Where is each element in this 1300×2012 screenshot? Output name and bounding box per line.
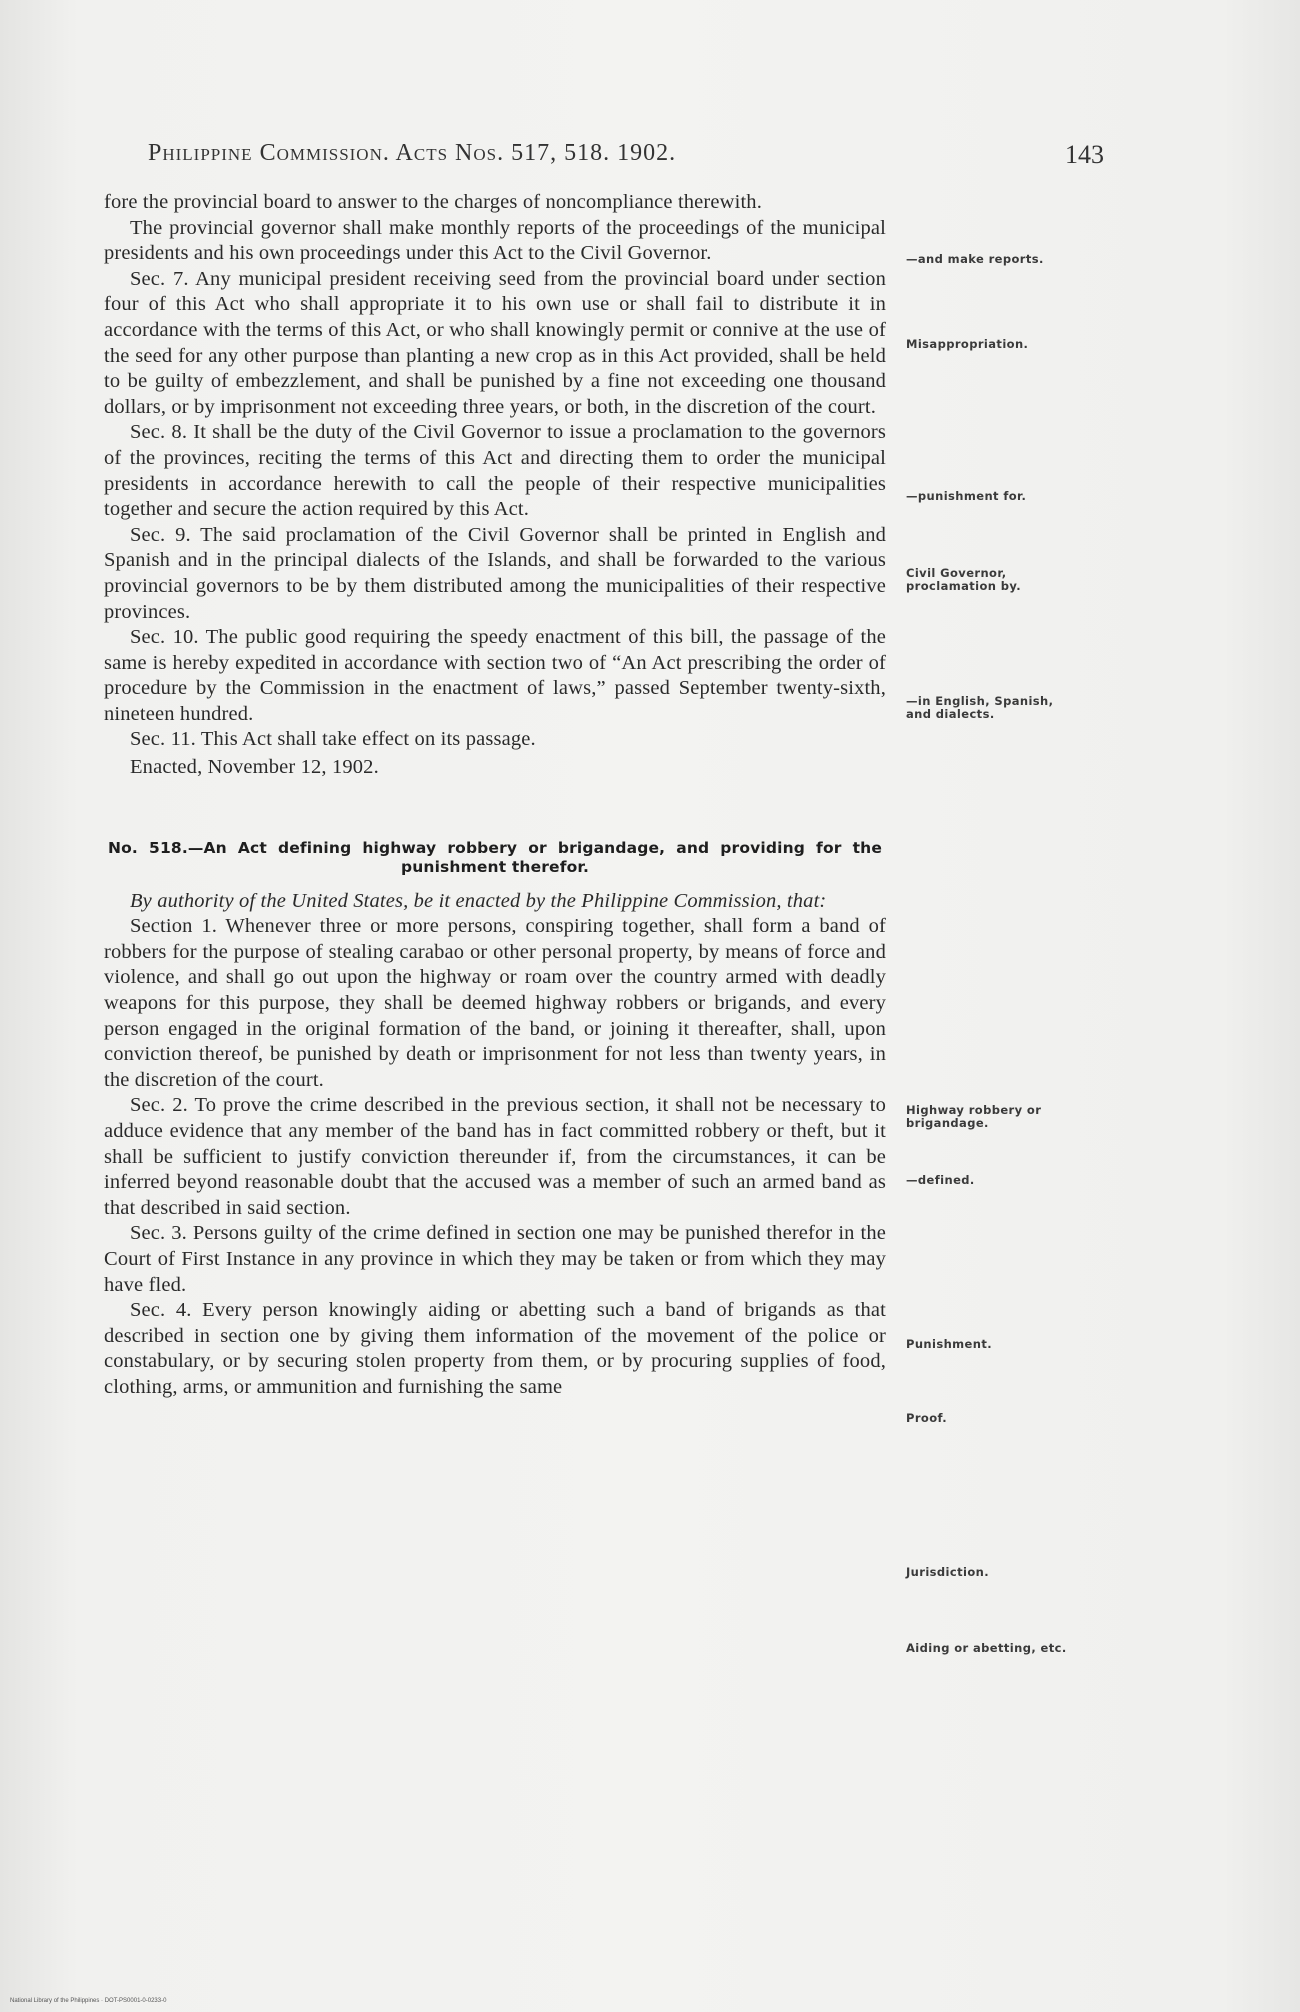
paragraph-continuation: fore the provincial board to answer to the charges of noncompliance therewith. bbox=[104, 191, 762, 213]
act-518-section-4: Sec. 4. Every person knowingly aiding or abetting such a band of brigands as that described in section one by giving them information of the movement of the police or constabulary, or by securing stolen property from them, or by procuring supplies of food, clothing, arms, or ammunition and furnishing the same bbox=[104, 1299, 886, 1398]
section-9: Sec. 9. The said proclamation of the Civil Governor shall be printed in English and Spanish and in the principal dialects of the Islands, and shall be forwarded to the various provincial governors to be by them distributed among the municipalities of their respective provinces. bbox=[104, 523, 886, 623]
margin-note-punishment: Punishment. bbox=[906, 1337, 993, 1351]
act-heading-line-1: No. 518.—An Act defining highway robbery or brigandage, and providing for the bbox=[108, 838, 882, 857]
enacted-date: Enacted, November 12, 1902. bbox=[130, 756, 379, 779]
section-10: Sec. 10. The public good requiring the speedy enactment of this bill, the passage of the same is hereby expedited in accordance with section two of “An Act prescribing the order of procedure by the Commission in the enactment of laws,” passed September twenty-sixth, nineteen hundred. bbox=[104, 626, 886, 725]
margin-note-punishment-for: —punishment for. bbox=[906, 489, 1027, 503]
margin-note-civil-governor: Civil Governor, proclamation by. bbox=[906, 566, 1022, 593]
enacting-clause: By authority of the United States, be it enacted by the Philippine Commission, that: bbox=[130, 889, 827, 912]
margin-note-jurisdiction: Jurisdiction. bbox=[906, 1565, 990, 1579]
margin-note-highway-robbery: Highway robbery or brigandage. bbox=[906, 1103, 1042, 1130]
margin-note-languages: —in English, Spanish, and dialects. bbox=[906, 694, 1054, 721]
body-text bbox=[104, 190, 886, 1401]
running-head bbox=[0, 140, 1300, 172]
margin-note-aiding-abetting: Aiding or abetting, etc. bbox=[906, 1641, 1067, 1655]
section-7: Sec. 7. Any municipal president receiving seed from the provincial board under section four of this Act who shall appropriate it to his own use or shall fail to distribute it in accordance with the terms of this Act, or who shall knowingly permit or connive at the use of the seed for any other purpose than planting a new crop as in this Act provided, shall be held to be guilty of embezzlement, and shall be punished by a fine not exceeding one thousand dollars, or by imprisonment not exceeding three years, or both, in the discretion of the court. bbox=[104, 267, 886, 418]
act-heading-line-2: punishment therefor. bbox=[400, 857, 590, 876]
paragraph-monthly-reports: The provincial governor shall make monthly reports of the proceedings of the municipal presidents and his own proceedings under this Act to the Civil Governor. bbox=[104, 216, 886, 265]
margin-note-misappropriation: Misappropriation. bbox=[906, 337, 1029, 351]
act-heading bbox=[104, 839, 886, 877]
running-title: Philippine Commission. Acts Nos. 517, 518. 1902. bbox=[148, 140, 677, 166]
section-11: Sec. 11. This Act shall take effect on its passage. bbox=[130, 728, 536, 751]
margin-note-defined: —defined. bbox=[906, 1173, 975, 1187]
act-518-section-2: Sec. 2. To prove the crime described in the previous section, it shall not be necessary to adduce evidence that any member of the band has in fact committed robbery or theft, but it shall be sufficient to justify conviction thereunder if, from the circumstances, it can be inferred beyond reasonable doubt that the accused was a member of such an armed band as that described in said section. bbox=[104, 1094, 886, 1219]
act-518-section-3: Sec. 3. Persons guilty of the crime defined in section one may be punished therefor in the Court of First Instance in any province in which they may be taken or from which they may have fled. bbox=[104, 1222, 886, 1296]
act-518-section-1: Section 1. Whenever three or more persons, conspiring together, shall form a band of robbers for the purpose of stealing carabao or other personal property, by means of force and violence, and shall go out upon the highway or roam over the country armed with deadly weapons for this purpose, they shall be deemed highway robbers or brigands, and every person engaged in the original formation of the band, or joining it thereafter, shall, upon conviction thereof, be punished by death or imprisonment for not less than twenty years, in the discretion of the court. bbox=[104, 915, 886, 1091]
section-8: Sec. 8. It shall be the duty of the Civil Governor to issue a proclamation to the governors of the provinces, reciting the terms of this Act and directing them to order the municipal presidents in accordance herewith to call the people of their respective municipalities together and secure the action required by this Act. bbox=[104, 421, 886, 521]
page-number: 143 bbox=[1065, 140, 1104, 169]
margin-note-proof: Proof. bbox=[906, 1411, 948, 1425]
margin-note-reports: —and make reports. bbox=[906, 252, 1044, 266]
scan-credit: National Library of the Philippines · DOT-PS0001-0-0233-0 bbox=[10, 1998, 167, 2004]
